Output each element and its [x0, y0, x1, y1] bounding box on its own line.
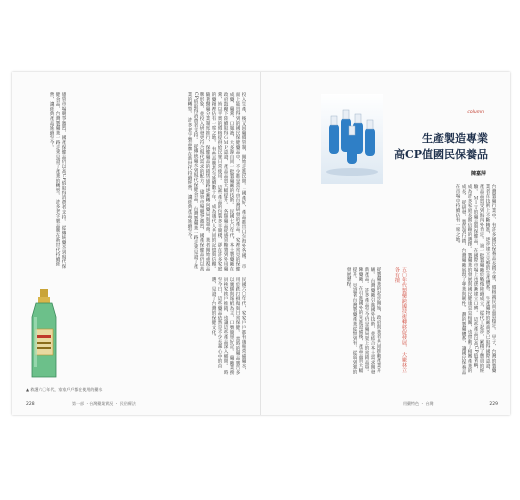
- left-col-11: 從傳統藥水到現代保健食品，台灣製藥業一路走來見證了產業的轉型。: [187, 92, 198, 269]
- right-col-13: 陳藥廠，在引進國外的先進設備後，產品品質大幅提升。: [352, 267, 363, 373]
- left-col-2: 市面上能買得到的國民保健藥品中，不少都是當年由台灣研發的產品。: [235, 92, 246, 269]
- right-text-block-a: [411, 184, 496, 376]
- left-col-14: 當時的藥品廣告多以廣播與報紙為主，口號簡單好記。: [229, 277, 240, 375]
- right-page: [261, 72, 510, 415]
- image-caption: ▲ 救護六〇年代，家家戶戶都在使用的藥水: [26, 387, 103, 392]
- left-col-6: 這些產品的包裝多半簡樸，卻在許多家庭的藥箱裡佔有一席之地。: [211, 92, 222, 272]
- left-side-col-1: 儘管市場競爭激烈，國產保健品仍以高CP值取得消費者支持。: [61, 92, 66, 224]
- left-text-block-top: [70, 92, 246, 272]
- right-col-2: 甲子，台灣的製藥業者在技術上不斷精進，逐步建立完整的生產體系。: [485, 184, 496, 373]
- right-col-4: 第一批製藥廠於戰後陸續成立，從代工起步，累積了寶貴的經驗。: [473, 184, 484, 373]
- right-col-8: 從研發、製造到行銷，台灣藥廠展現了專業與韌性。: [461, 200, 466, 311]
- left-text-block-side: [26, 92, 66, 272]
- left-side-col-2: 從傳統藥水到現代保健食品，台灣製藥業一路走來見證了產業的轉型。: [55, 92, 66, 269]
- right-col-9: 劃的製藥體系，讓國民保養品在市場中持續佔有一席之地。: [455, 184, 466, 375]
- right-col-11: 台灣藥廠引進國外技術，並結合本土需求開發新產品。: [364, 267, 375, 375]
- right-col-7: 製藥業的發展與國民健康息息相關，也帶動了相關產業的成長。: [461, 184, 472, 373]
- book-spread: [12, 72, 510, 415]
- column-kicker: column: [467, 110, 484, 115]
- right-col-3: 生產藥物的廠商多已取得國際認證，產品品質受到海內外肯定。: [479, 184, 490, 373]
- left-col-1: 投入生產，後又因藥價管制，開始走進民間。「國產好，產品都出口至海外各國。: [241, 92, 246, 263]
- blue-bottles-illustration: [321, 94, 383, 184]
- author-name: 陳嘉萍: [470, 171, 486, 177]
- left-page: [12, 72, 261, 415]
- left-text-block-bottom: [70, 277, 246, 377]
- right-col-6: 這些產品以高CP值著稱，成為許多家庭長期信賴的選擇。: [467, 184, 478, 372]
- left-col-15: 藥廠業務員挨家挨戶推銷，也讓這些產品深入鄉間。: [223, 277, 234, 375]
- left-col-9: 業者開始重視品牌形象，並投入研發更符合現代需求的配方。: [199, 92, 210, 272]
- left-running-head: 第一部 ・台灣藥業實況 ・ 民俗療法: [72, 401, 136, 406]
- right-col-14: 見證著台灣製藥產業從無到有、從弱到強的發展歷程。: [346, 267, 357, 375]
- right-page-number: 229: [489, 402, 498, 407]
- left-col-5: 各類藥品從感冒糖漿到外用藥膏，皆以平實的價格提供給民眾日常使用。: [217, 92, 228, 272]
- right-text-block-b: [323, 267, 381, 377]
- left-col-13: 民國六〇年代，家家戶戶都有幾瓶常備藥水，用於跌打損傷與日常保健。: [235, 277, 246, 373]
- left-page-number: 228: [26, 402, 35, 407]
- subhead-line-2: 大廠林立各有擅: [394, 267, 407, 373]
- green-medicine-bottle-image: [26, 287, 62, 382]
- left-col-12: 許多老字號品牌在新世代持續經營，讓經典產品延續至今。: [187, 117, 192, 243]
- right-col-1: 台灣製藥行業中，有許多國民保養品長銷不墜，價格親民而品質穩定。: [491, 184, 496, 333]
- left-col-4: 民國七〇年代，本土製藥廠在政府鼓勵下陸續取得ＧＭＰ認證，產品品質大幅提升。: [223, 92, 234, 272]
- right-subheading: [385, 267, 407, 377]
- right-col-5: ＭＩＴ的藥品與保健品，在國際市場上也逐漸建立口碑。: [473, 195, 478, 316]
- subhead-line-1: 五〇年代製藥跨國技術轉移促發展，: [401, 267, 407, 351]
- left-col-10: 儘管市場競爭激烈，國產保健品仍以高CP值取得消費者支持。: [193, 92, 204, 272]
- right-running-head: 用藥特色 ・ 台灣: [403, 401, 434, 406]
- right-col-12: 許多產品至今仍是藥局架上的常銷品項。: [364, 287, 369, 375]
- left-col-16: 時至今日，這些藥品依然是不少長輩心中的首選，見證了台灣的保健文化。: [211, 277, 228, 375]
- article-title-line2: 高CP值國民保養品: [393, 148, 488, 161]
- article-title-line1: 生產製造專業: [422, 132, 488, 145]
- left-col-3: 家裡常見的保健成藥、藥膏、口服液，大多源自同一批製藥廠的技術。: [229, 92, 240, 272]
- left-side-col-3: 許多老字號品牌在新世代持續經營，讓經典產品延續至今。: [49, 92, 60, 267]
- left-col-8: 隨著醫藥分業制度推行，保健藥品的銷售通路逐漸轉向藥局與超商。: [205, 92, 210, 236]
- left-col-7: 有些品牌甚至延續數十年，成為幾代人共同的記憶與信賴。: [211, 146, 216, 272]
- right-col-10: 從製藥業的起步開始，政府與業者共同推動產業升級。: [370, 267, 381, 373]
